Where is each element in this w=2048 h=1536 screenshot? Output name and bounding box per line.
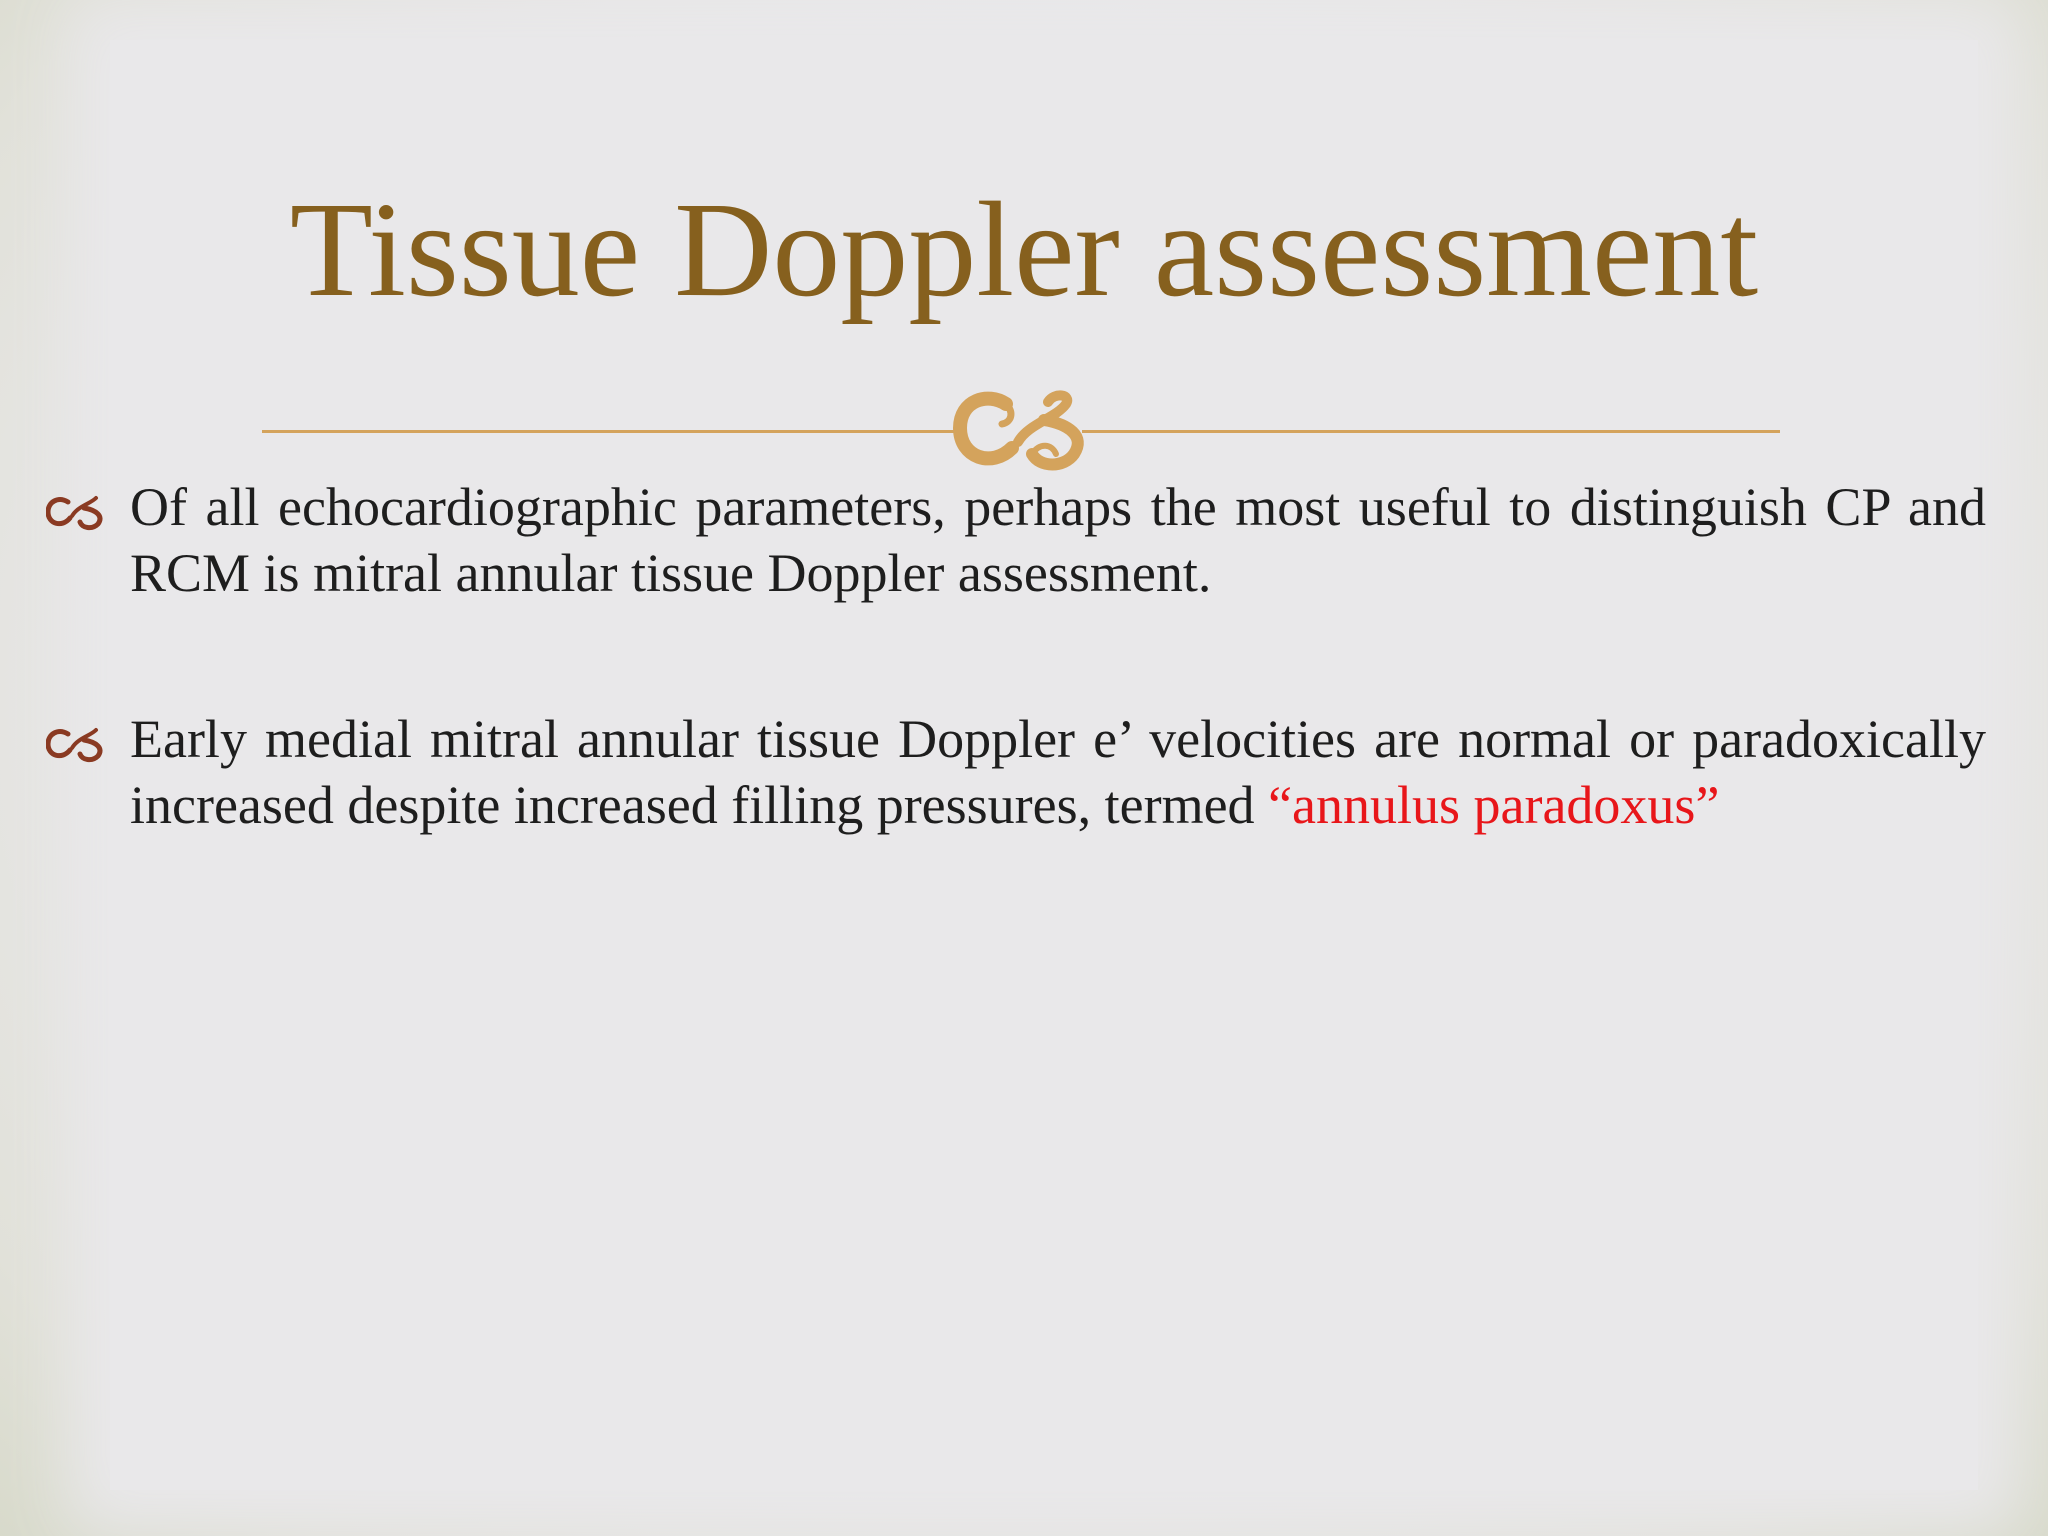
flourish-ornament-icon <box>948 384 1100 476</box>
bullet-text <box>130 706 1986 838</box>
fleuron-bullet-icon <box>46 492 106 532</box>
highlighted-term: “annulus paradoxus” <box>1268 775 1720 835</box>
bullet-text-body: Early medial mitral annular tissue Doppler e’ velocities are normal or paradoxically increased despite increased filling pressures, termed <box>130 709 1986 835</box>
title-divider-left <box>262 430 966 433</box>
title-divider-right <box>1082 430 1780 433</box>
bullet-text: Of all echocardiographic parameters, perhaps the most useful to distinguish CP and RCM is mitral annular tissue Doppler assessment. <box>130 477 1986 603</box>
fleuron-bullet-icon <box>46 724 106 764</box>
slide-title: Tissue Doppler assessment <box>289 175 1759 325</box>
